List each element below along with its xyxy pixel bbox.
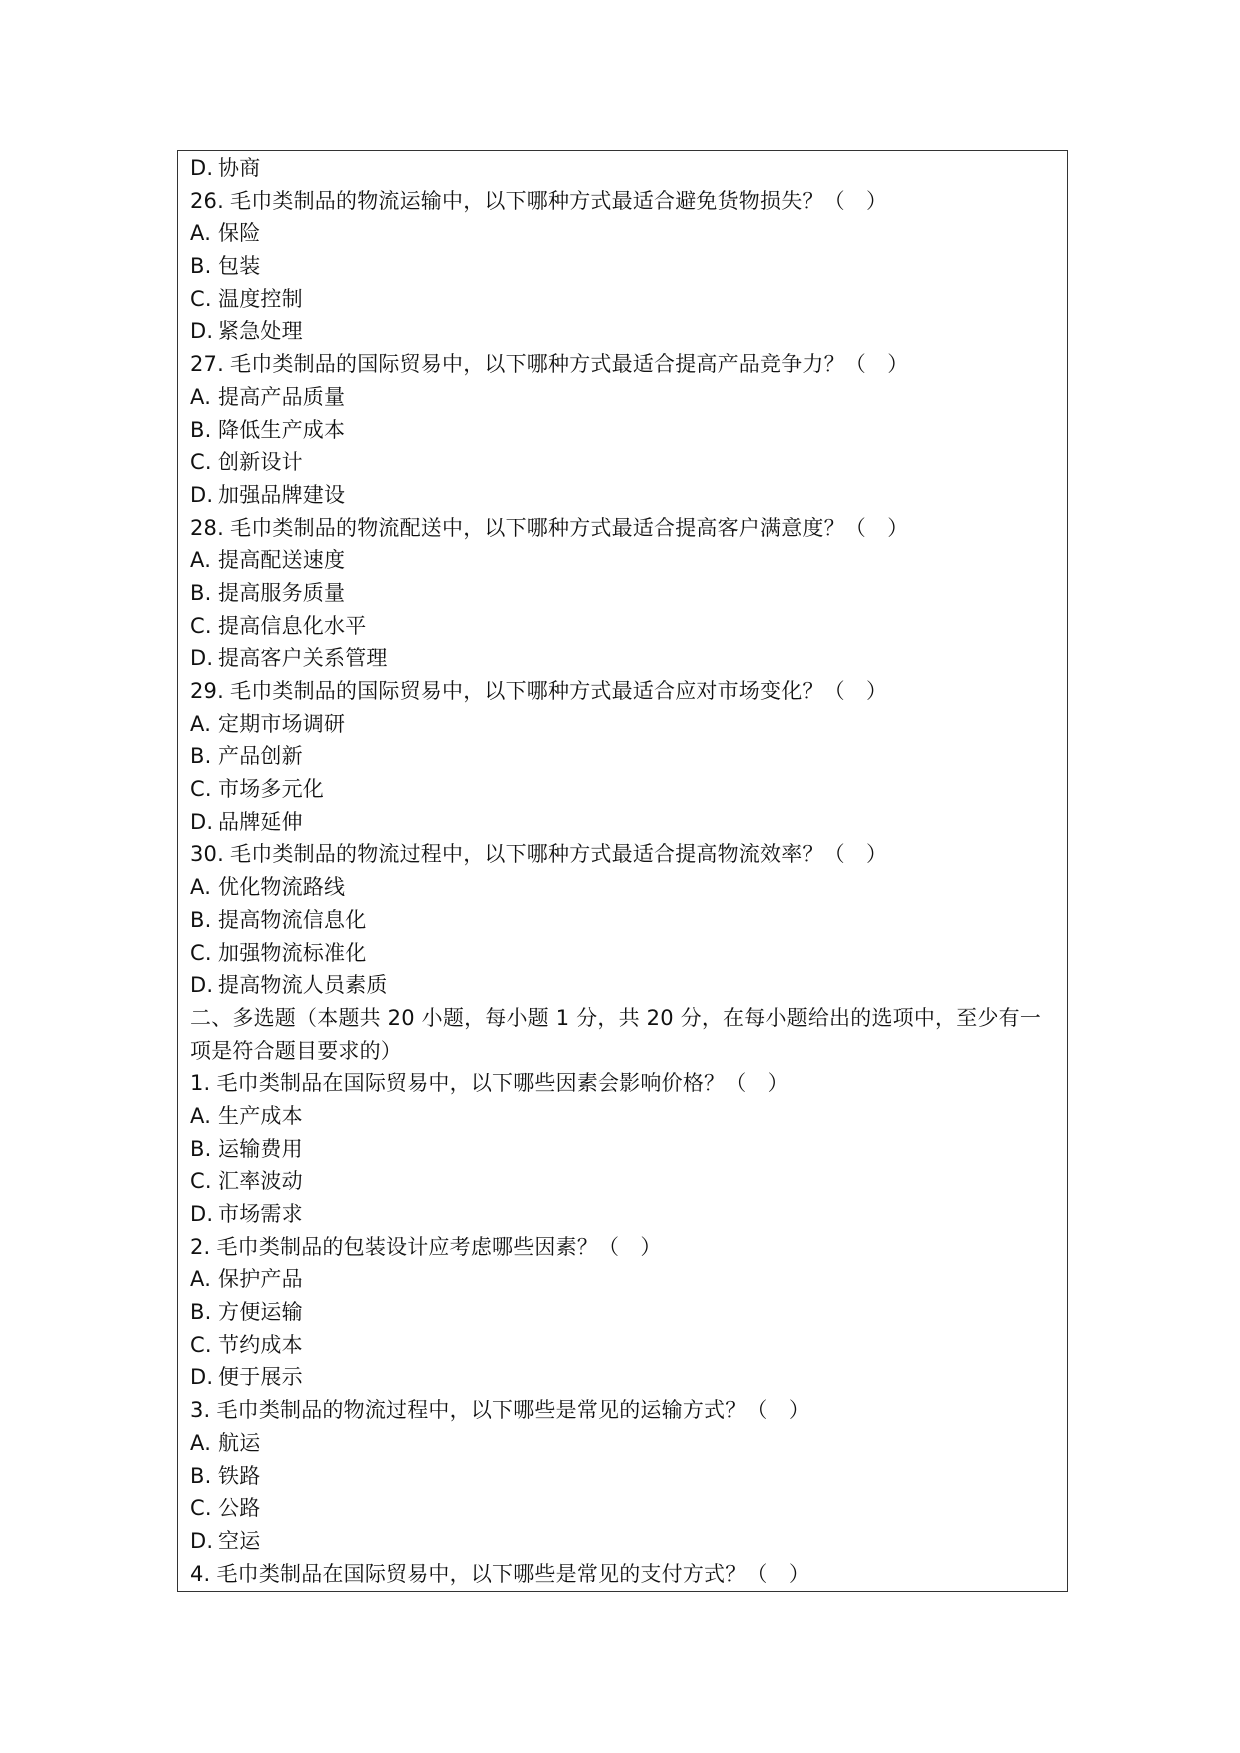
option-line — [190, 969, 1060, 1002]
option-line — [190, 414, 1060, 447]
option-letter: B. — [190, 744, 212, 769]
option-letter: A. — [190, 1430, 212, 1455]
question-text: 毛巾类制品在国际贸易中，以下哪些因素会影响价格？（ ） — [216, 1071, 789, 1096]
option-letter: B. — [190, 417, 212, 442]
option-letter: D. — [190, 646, 214, 671]
option-text: 产品创新 — [218, 744, 303, 769]
option-text: 提高客户关系管理 — [218, 646, 388, 671]
option-line — [190, 577, 1060, 610]
option-text: 加强品牌建设 — [218, 482, 346, 507]
option-letter: C. — [190, 450, 212, 475]
option-line — [190, 1263, 1060, 1296]
question-line — [190, 185, 1060, 218]
option-text: 加强物流标准化 — [218, 940, 367, 965]
option-text: 方便运输 — [218, 1300, 303, 1325]
question-line — [190, 1067, 1060, 1100]
option-letter: D. — [190, 1202, 214, 1226]
section-heading — [190, 1035, 1060, 1068]
option-letter: D. — [190, 973, 214, 998]
option-line — [190, 1427, 1060, 1460]
option-text: 定期市场调研 — [218, 711, 346, 736]
option-letter: B. — [190, 580, 212, 605]
option-letter: D. — [190, 809, 214, 834]
option-line — [190, 1492, 1060, 1525]
section-text: 项是符合题目要求的） — [190, 1038, 402, 1063]
option-letter: C. — [190, 940, 212, 965]
question-number: 26. — [190, 188, 224, 213]
question-line — [190, 348, 1060, 381]
option-text: 提高物流信息化 — [218, 907, 367, 932]
option-letter: C. — [190, 286, 212, 311]
option-letter: C. — [190, 1496, 212, 1521]
option-letter: B. — [190, 1300, 212, 1325]
option-letter: C. — [190, 613, 212, 638]
option-line — [190, 1361, 1060, 1394]
option-text: 紧急处理 — [218, 319, 303, 344]
option-text: 品牌延伸 — [218, 809, 303, 834]
question-text: 毛巾类制品的物流过程中，以下哪些是常见的运输方式？（ ） — [216, 1398, 811, 1423]
option-text: 节约成本 — [218, 1332, 303, 1357]
question-number: 2. — [190, 1234, 211, 1259]
option-text: 铁路 — [218, 1463, 261, 1488]
section-heading — [190, 1002, 1060, 1035]
option-line — [190, 740, 1060, 773]
option-letter: D. — [190, 156, 214, 180]
question-text: 毛巾类制品的国际贸易中，以下哪种方式最适合应对市场变化？（ ） — [230, 679, 888, 703]
option-line — [190, 1525, 1060, 1558]
option-line — [190, 806, 1060, 839]
question-line — [190, 1394, 1060, 1427]
option-letter: A. — [190, 711, 212, 736]
option-letter: D. — [190, 1365, 214, 1390]
option-text: 市场需求 — [218, 1202, 303, 1226]
option-letter: D. — [190, 1528, 214, 1553]
question-number: 27. — [190, 352, 224, 377]
option-text: 保险 — [218, 221, 261, 246]
option-line — [190, 1296, 1060, 1329]
option-line — [190, 446, 1060, 479]
exam-content — [190, 152, 1060, 1590]
option-text: 市场多元化 — [218, 777, 324, 802]
option-line — [190, 937, 1060, 970]
option-letter: B. — [190, 907, 212, 932]
option-line — [190, 381, 1060, 414]
option-line — [190, 610, 1060, 643]
option-text: 包装 — [218, 254, 261, 279]
question-line — [190, 838, 1060, 871]
option-text: 提高物流人员素质 — [218, 973, 388, 998]
question-line — [190, 1231, 1060, 1264]
question-number: 30. — [190, 842, 224, 867]
option-line — [190, 217, 1060, 250]
option-text: 运输费用 — [218, 1136, 303, 1161]
option-text: 提高服务质量 — [218, 580, 346, 605]
option-letter: A. — [190, 1103, 212, 1128]
option-line — [190, 479, 1060, 512]
option-text: 空运 — [218, 1528, 261, 1553]
question-text: 毛巾类制品的物流运输中，以下哪种方式最适合避免货物损失？（ ） — [230, 188, 888, 213]
option-letter: A. — [190, 875, 212, 900]
option-letter: B. — [190, 254, 212, 279]
option-text: 提高信息化水平 — [218, 613, 367, 638]
option-line — [190, 315, 1060, 348]
question-text: 毛巾类制品的物流过程中，以下哪种方式最适合提高物流效率？（ ） — [230, 842, 888, 867]
question-text: 毛巾类制品的国际贸易中，以下哪种方式最适合提高产品竞争力？（ ） — [230, 352, 909, 377]
option-letter: C. — [190, 1169, 212, 1194]
option-line — [190, 1460, 1060, 1493]
option-line — [190, 708, 1060, 741]
option-text: 保护产品 — [218, 1267, 303, 1292]
option-letter: A. — [190, 384, 212, 409]
option-text: 降低生产成本 — [218, 417, 346, 442]
option-letter: A. — [190, 221, 212, 246]
option-letter: C. — [190, 777, 212, 802]
option-text: 生产成本 — [218, 1103, 303, 1128]
question-number: 1. — [190, 1071, 211, 1096]
option-text: 公路 — [218, 1496, 261, 1521]
question-line — [190, 675, 1060, 708]
question-text: 毛巾类制品的物流配送中，以下哪种方式最适合提高客户满意度？（ ） — [230, 515, 909, 540]
option-line — [190, 1100, 1060, 1133]
option-letter: D. — [190, 482, 214, 507]
option-text: 温度控制 — [218, 286, 303, 311]
option-line — [190, 642, 1060, 675]
option-text: 协商 — [218, 156, 261, 180]
option-line — [190, 152, 1060, 185]
option-text: 提高产品质量 — [218, 384, 346, 409]
option-text: 航运 — [218, 1430, 261, 1455]
option-line — [190, 871, 1060, 904]
option-text: 优化物流路线 — [218, 875, 346, 900]
question-line — [190, 512, 1060, 545]
option-line — [190, 773, 1060, 806]
option-line — [190, 1133, 1060, 1166]
question-number: 4. — [190, 1561, 211, 1586]
option-letter: A. — [190, 1267, 212, 1292]
option-letter: B. — [190, 1136, 212, 1161]
option-line — [190, 283, 1060, 316]
option-text: 便于展示 — [218, 1365, 303, 1390]
question-text: 毛巾类制品的包装设计应考虑哪些因素？（ ） — [216, 1234, 662, 1259]
option-letter: B. — [190, 1463, 212, 1488]
question-number: 3. — [190, 1398, 211, 1423]
option-text: 创新设计 — [218, 450, 303, 475]
option-letter: A. — [190, 548, 212, 573]
option-letter: D. — [190, 319, 214, 344]
question-number: 28. — [190, 515, 224, 540]
option-line — [190, 250, 1060, 283]
option-letter: C. — [190, 1332, 212, 1357]
section-text: 二、多选题（本题共 20 小题，每小题 1 分，共 20 分，在每小题给出的选项中，至少有一 — [190, 1005, 1042, 1030]
option-line — [190, 1198, 1060, 1231]
option-text: 提高配送速度 — [218, 548, 346, 573]
question-number: 29. — [190, 679, 224, 703]
option-line — [190, 904, 1060, 937]
option-line — [190, 544, 1060, 577]
option-line — [190, 1165, 1060, 1198]
option-line — [190, 1329, 1060, 1362]
question-text: 毛巾类制品在国际贸易中，以下哪些是常见的支付方式？（ ） — [216, 1561, 811, 1586]
option-text: 汇率波动 — [218, 1169, 303, 1194]
question-line — [190, 1558, 1060, 1591]
